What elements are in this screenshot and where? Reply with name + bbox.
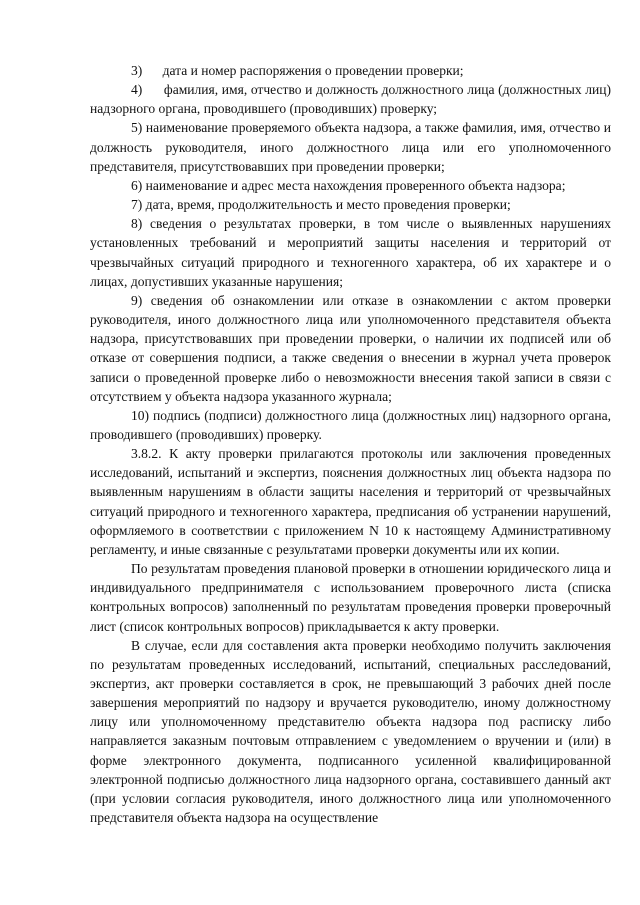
paragraph-act-deadline: В случае, если для составления акта проверки необходимо получить заключения по результатам проведенных исследований, испытаний, специальных расследований, экспертиз, акт проверки составляется в срок, не превышающий 3 рабочих дней после завершения мероприятий по надзору и вручается руководителю, иному должностному лицу или уполномоченному представителю объекта надзора под расписку либо направляется заказным почтовым отправлением с уведомлением о вручении и (или) в форме электронного документа, подписанного усиленной квалифицированной электронной подписью должностного лица надзорного органа, составившего данный акт (при условии согласия руководителя, иного должностного лица или уполномоченного представителя объекта надзора на осуществление xyxy=(90,637,611,826)
paragraph-item-10: 10) подпись (подписи) должностного лица (должностных лиц) надзорного органа, проводившего (проводивших) проверку. xyxy=(90,407,611,442)
paragraph-item-3: 3) дата и номер распоряжения о проведении проверки; xyxy=(131,63,464,78)
paragraph-item-9: 9) сведения об ознакомлении или отказе в ознакомлении с актом проверки руководителя, иного должностного лица или уполномоченного представителя объекта надзора, присутствовавших при проведении проверки, о наличии их подписей или об отказе от совершения подписи, а также сведения о внесении в журнал учета проверок записи о проведенной проверке либо о невозможности внесения такой записи в связи с отсутствием у объекта надзора указанного журнала; xyxy=(90,292,611,404)
paragraph-item-8: 8) сведения о результатах проверки, в том числе о выявленных нарушениях установленных требований и мероприятий защиты населения и территорий от чрезвычайных ситуаций природного и техногенного характера, об их характере и о лицах, допустивших указанные нарушения; xyxy=(90,216,611,289)
paragraph-checklist: По результатам проведения плановой проверки в отношении юридического лица и индивидуального предпринимателя с использованием проверочного листа (списка контрольных вопросов) заполненный по результатам проведения проверки проверочный лист (список контрольных вопросов) прикладывается к акту проверки. xyxy=(90,561,611,634)
paragraph-item-6: 6) наименование и адрес места нахождения проверенного объекта надзора; xyxy=(131,177,566,193)
paragraph-section-3-8-2: 3.8.2. К акту проверки прилагаются протоколы или заключения проведенных исследований, испытаний и экспертиз, пояснения должностных лиц объекта надзора по выявленным нарушениям в области защиты населения и территорий от чрезвычайных ситуаций природного и техногенного характера, предписания об устранении нарушений, оформляемого в соответствии с приложением N 10 к настоящему Административному регламенту, и иные связанные с результатами проверки документы или их копии. xyxy=(90,446,611,557)
document-page xyxy=(90,61,611,827)
paragraph-item-5: 5) наименование проверяемого объекта надзора, а также фамилия, имя, отчество и должность руководителя, иного должностного лица или его уполномоченного представителя, присутствовавших при проведении проверки; xyxy=(90,120,611,174)
paragraph-item-7: 7) дата, время, продолжительность и место проведения проверки; xyxy=(131,197,511,213)
paragraph-item-4: 4) фамилия, имя, отчество и должность должностного лица (должностных лиц) надзорного органа, проводившего (проводивших) проверку; xyxy=(90,82,611,117)
